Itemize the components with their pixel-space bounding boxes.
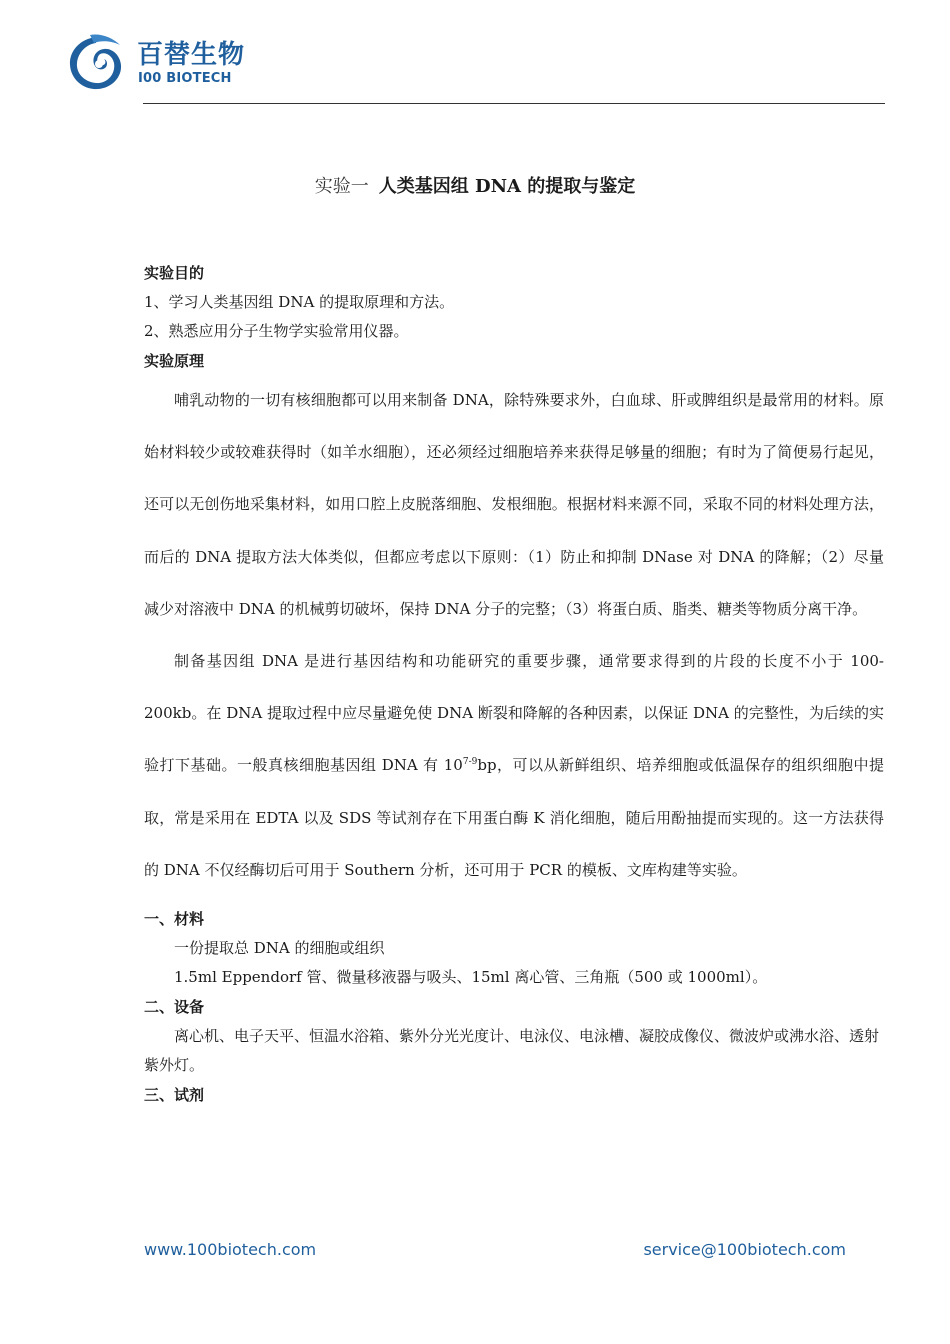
- footer-website: www.100biotech.com: [144, 1240, 317, 1259]
- footer-email: service@100biotech.com: [643, 1240, 846, 1259]
- materials-line: 1.5ml Eppendorf 管、微量移液器与吸头、15ml 离心管、三角瓶（500 或 1000ml）。: [174, 968, 768, 987]
- title-prefix: 实验一: [314, 176, 369, 197]
- principle-paragraph-2-part-b: bp，可以从新鲜组织、培养细胞或低温保存的组织细胞中提取，常是采用在 EDTA 以及 SDS 等试剂存在下用蛋白酶 K 消化细胞，随后用酚抽提而实现的。这一方法获得的 DNA 不仅经酶切后可用于 Southern 分析，还可用于 PCR 的模板、文库构建等实验。: [144, 756, 884, 879]
- header-divider: [143, 103, 885, 104]
- page-title: [0, 172, 950, 198]
- materials-line: 一份提取总 DNA 的细胞或组织: [174, 939, 385, 958]
- principle-paragraph-2-part-a: 制备基因组 DNA 是进行基因结构和功能研究的重要步骤，通常要求得到的片段的长度不小于 100-200kb。在 DNA 提取过程中应尽量避免使 DNA 断裂和降解的各种因素，以保证 DNA 的完整性，为后续的实验打下基础。一般真核细胞基因组 DNA 有 10: [144, 652, 884, 775]
- document-body: [144, 258, 884, 1110]
- equipment-text: 离心机、电子天平、恒温水浴箱、紫外分光光度计、电泳仪、电泳槽、凝胶成像仪、微波炉或沸水浴、透射紫外灯。: [144, 1027, 880, 1075]
- equipment-heading: 二、设备: [144, 998, 205, 1017]
- purpose-item: 2、熟悉应用分子生物学实验常用仪器。: [144, 322, 409, 340]
- company-logo-icon: [66, 33, 126, 93]
- purpose-heading: 实验目的: [144, 264, 205, 282]
- logo-english-name: I00 BIOTECH: [138, 71, 232, 86]
- reagents-heading: 三、试剂: [144, 1086, 205, 1105]
- logo-chinese-name: 百替生物: [137, 40, 246, 70]
- principle-paragraph-2: [144, 635, 884, 896]
- principle-heading: 实验原理: [144, 352, 205, 370]
- materials-heading: 一、材料: [144, 910, 205, 929]
- principle-paragraph-1: 哺乳动物的一切有核细胞都可以用来制备 DNA，除特殊要求外，白血球、肝或脾组织是最常用的材料。原始材料较少或较难获得时（如羊水细胞），还必须经过细胞培养来获得足够量的细胞；有时为了简便易行起见，还可以无创伤地采集材料，如用口腔上皮脱落细胞、发根细胞。根据材料来源不同，采取不同的材料处理方法，而后的 DNA 提取方法大体类似，但都应考虑以下原则：（1）防止和抑制 DNase 对 DNA 的降解；（2）尽量减少对溶液中 DNA 的机械剪切破坏，保持 DNA 分子的完整；（3）将蛋白质、脂类、糖类等物质分离干净。: [144, 391, 884, 618]
- page-header: [66, 33, 886, 105]
- purpose-item: 1、学习人类基因组 DNA 的提取原理和方法。: [144, 293, 455, 311]
- exponent: 7-9: [462, 757, 478, 768]
- title-main: 人类基因组 DNA 的提取与鉴定: [378, 176, 636, 197]
